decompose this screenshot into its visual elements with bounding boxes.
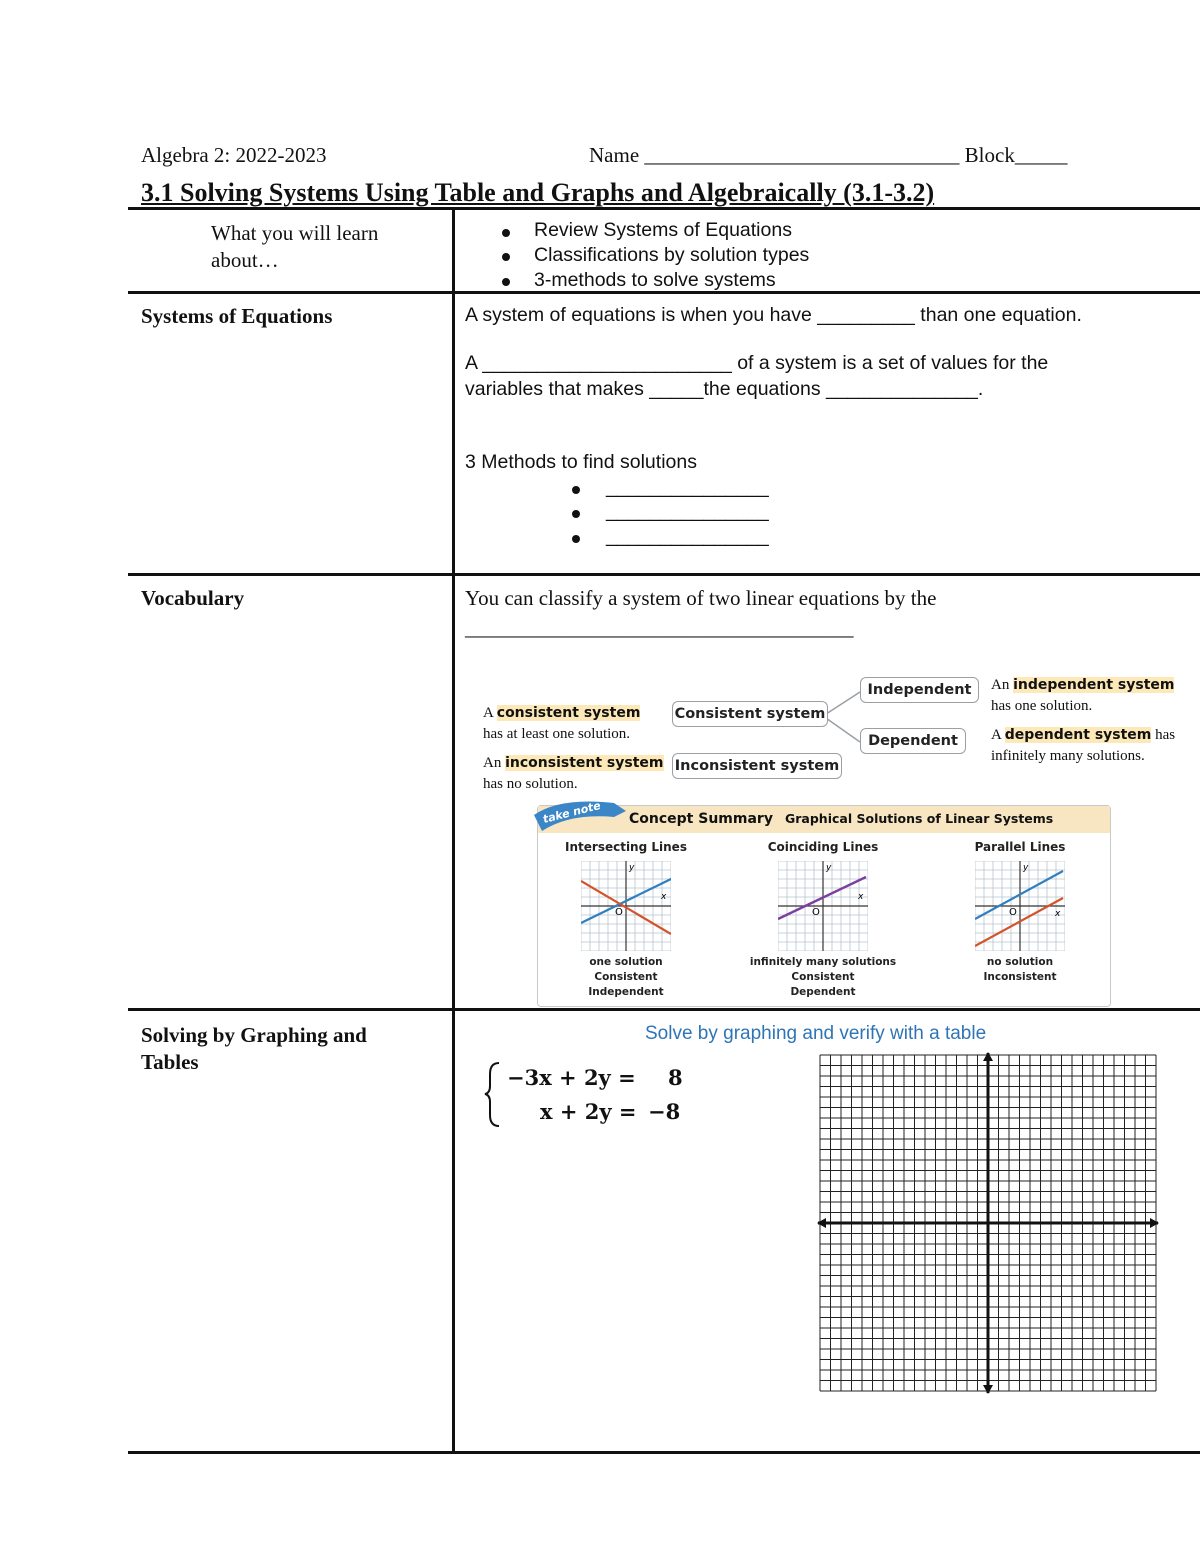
graph-caption: infinitely many solutions Consistent Dependent	[749, 956, 897, 998]
axis-label-x: x	[661, 892, 667, 902]
methods-title: 3 Methods to find solutions	[465, 451, 697, 473]
consistent-definition: A consistent system has at least one solution.	[483, 705, 641, 742]
vocab-label: Vocabulary	[141, 586, 245, 610]
learn-bullet: Classifications by solution types	[534, 244, 810, 266]
axis-label-x: x	[1055, 909, 1061, 919]
axis-label-y: y	[629, 863, 635, 873]
coinciding-lines-graph	[778, 861, 868, 951]
orange-line	[975, 898, 1063, 946]
bullet-icon	[502, 278, 510, 286]
inconsistent-system-pill: Inconsistent system	[672, 753, 842, 779]
graphing-instruction: Solve by graphing and verify with a table	[645, 1023, 987, 1044]
intersecting-lines-graph	[581, 861, 671, 951]
dependent-definition: A dependent system has infinitely many solutions.	[991, 727, 1176, 764]
method-blank: _______________	[606, 500, 769, 522]
bullet-icon	[572, 510, 580, 518]
method-blank: _______________	[606, 525, 769, 547]
table-rule	[128, 1451, 1200, 1454]
equation-1-lhs: −3x + 2y =	[507, 1065, 636, 1090]
blank-coordinate-grid[interactable]	[815, 1050, 1165, 1395]
method-blank: _______________	[606, 476, 769, 498]
solution-definition-cont: variables that makes _____the equations ______________.	[465, 378, 984, 400]
graphing-label: Solving by Graphing and Tables	[141, 1023, 367, 1074]
x-axis-arrow-left	[817, 1218, 826, 1228]
block-blank: _____	[1014, 143, 1068, 167]
equation-1-rhs: 8	[668, 1065, 683, 1090]
bullet-icon	[502, 229, 510, 237]
y-axis-arrow-down	[983, 1385, 993, 1394]
concept-summary-subtitle: Graphical Solutions of Linear Systems	[785, 811, 1054, 826]
graph-caption: one solution Consistent Independent	[588, 956, 664, 998]
parallel-lines-graph	[975, 861, 1065, 951]
axis-label-origin: O	[1009, 907, 1017, 918]
systems-definition: A system of equations is when you have _________ than one equation.	[465, 304, 1082, 326]
bullet-icon	[502, 253, 510, 261]
graph-title: Intersecting Lines	[565, 840, 687, 854]
bullet-icon	[572, 486, 580, 494]
concept-summary-box	[537, 805, 1111, 1007]
dependent-pill: Dependent	[860, 728, 966, 754]
inconsistent-definition: An inconsistent system has no solution.	[483, 755, 664, 792]
graph-title: Coinciding Lines	[767, 840, 879, 854]
block-label: Block	[964, 143, 1015, 167]
take-note-banner	[530, 793, 630, 833]
consistent-system-pill: Consistent system	[672, 701, 828, 727]
blue-line	[975, 871, 1063, 919]
take-note-label: take note	[541, 799, 602, 826]
equation-2-rhs: −8	[648, 1099, 681, 1124]
vocab-intro: You can classify a system of two linear equations by the	[465, 586, 937, 610]
course-title: Algebra 2: 2022-2023	[141, 143, 327, 167]
vocab-blank: _____________________________________	[465, 616, 854, 640]
graph-caption: no solution Inconsistent	[983, 956, 1057, 983]
axis-label-origin: O	[615, 907, 623, 918]
axis-label-x: x	[858, 892, 864, 902]
independent-definition: An independent system has one solution.	[991, 677, 1175, 714]
y-axis-arrow-up	[983, 1052, 993, 1061]
axis-label-y: y	[1023, 863, 1029, 873]
solution-definition: A _______________________ of a system is a set of values for the	[465, 352, 1049, 374]
graph-title: Parallel Lines	[974, 840, 1066, 854]
purple-line	[778, 877, 866, 919]
table-divider	[452, 208, 455, 1454]
table-rule	[128, 207, 1200, 210]
page-title: 3.1 Solving Systems Using Table and Graphs and Algebraically (3.1-3.2)	[141, 178, 935, 207]
learn-bullet: 3-methods to solve systems	[534, 269, 776, 291]
name-field[interactable]	[589, 143, 1067, 168]
axis-label-y: y	[826, 863, 832, 873]
system-brace-icon	[484, 1060, 502, 1128]
name-blank: ______________________________	[644, 143, 960, 167]
bullet-icon	[572, 535, 580, 543]
learn-bullet: Review Systems of Equations	[534, 219, 792, 241]
concept-summary-title: Concept Summary	[629, 811, 773, 827]
name-label: Name	[589, 143, 640, 167]
axis-label-origin: O	[812, 907, 820, 918]
equation-2-lhs: x + 2y =	[540, 1099, 637, 1124]
table-rule	[128, 573, 1200, 576]
independent-pill: Independent	[860, 677, 979, 703]
table-rule	[128, 1008, 1200, 1011]
systems-label: Systems of Equations	[141, 304, 333, 328]
learn-label: What you will learn about…	[211, 221, 379, 272]
x-axis-arrow-right	[1150, 1218, 1159, 1228]
